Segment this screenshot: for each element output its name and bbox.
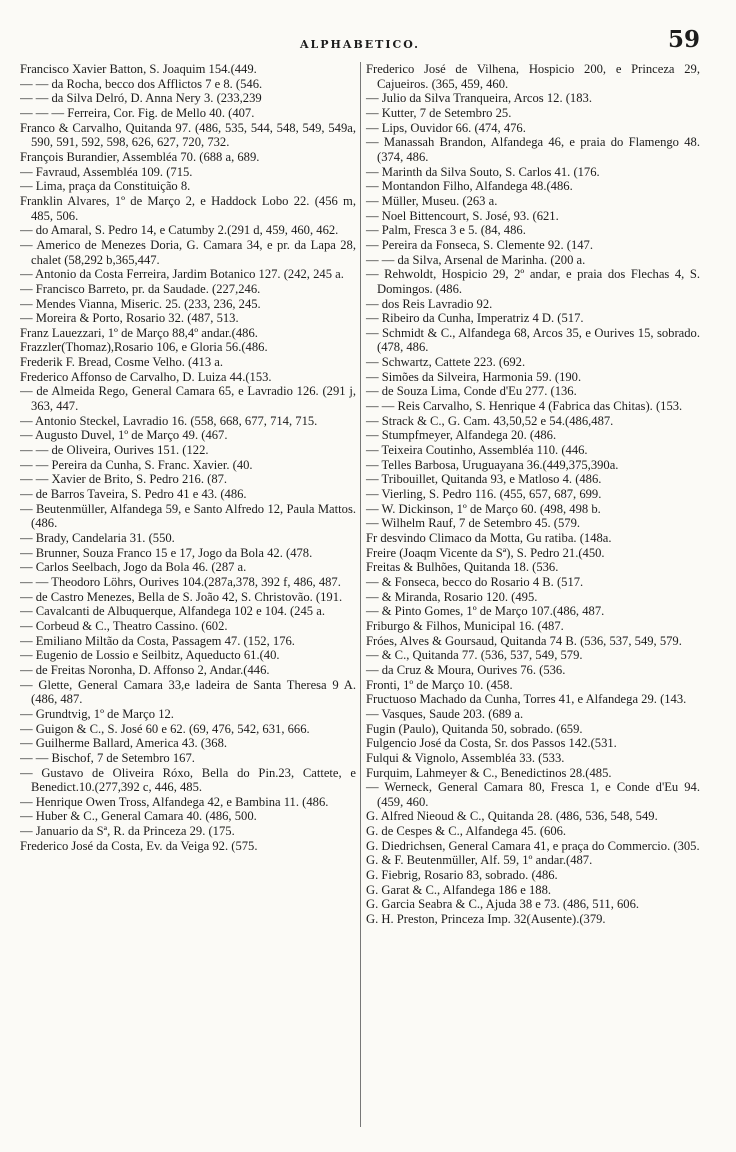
directory-entry: Frederico José de Vilhena, Hospicio 200, e Princeza 29, Cajueiros. (365, 459, 460. bbox=[366, 62, 700, 91]
directory-entry: Fugin (Paulo), Quitanda 50, sobrado. (659. bbox=[366, 721, 583, 736]
directory-entry: — Kutter, 7 de Setembro 25. bbox=[366, 105, 512, 120]
page-number: 59 bbox=[667, 26, 700, 53]
directory-entry: — Guigon & C., S. José 60 e 62. (69, 476, 542, 631, 666. bbox=[20, 721, 310, 736]
directory-entry: — Teixeira Coutinho, Assembléa 110. (446. bbox=[366, 443, 588, 458]
directory-entry: — — Theodoro Löhrs, Ourives 104.(287a,378, 392 f, 486, 487. bbox=[20, 574, 341, 589]
directory-entry: — Januario da Sª, R. da Princeza 29. (175. bbox=[20, 824, 235, 839]
directory-entry: — de Castro Menezes, Bella de S. João 42, S. Christovão. (191. bbox=[20, 589, 343, 604]
directory-entry: — de Freitas Noronha, D. Affonso 2, Andar.(446. bbox=[20, 662, 270, 677]
directory-entry: — dos Reis Lavradio 92. bbox=[366, 296, 493, 311]
directory-entry: Fr desvindo Climaco da Motta, Gu ratiba. (148a. bbox=[366, 531, 612, 545]
directory-entry: — Cavalcanti de Albuquerque, Alfandega 102 e 104. (245 a. bbox=[20, 604, 325, 619]
directory-entry: Francisco Xavier Batton, S. Joaquim 154.(449. bbox=[20, 62, 257, 76]
directory-entry: — Grundtvig, 1º de Março 12. bbox=[20, 706, 174, 721]
directory-entry: — — da Silva, Arsenal de Marinha. (200 a. bbox=[366, 252, 586, 267]
directory-entry: — — Reis Carvalho, S. Henrique 4 (Fabrica das Chitas). (153. bbox=[366, 399, 683, 414]
directory-entry: Furquim, Lahmeyer & C., Benedictinos 28.(485. bbox=[366, 765, 612, 780]
directory-entry: — Carlos Seelbach, Jogo da Bola 46. (287 a. bbox=[20, 560, 247, 575]
directory-entry: — — — Ferreira, Cor. Fig. de Mello 40. (407. bbox=[20, 105, 255, 120]
directory-entry: — Glette, General Camara 33,e ladeira de Santa Theresa 9 A. (486, 487. bbox=[20, 677, 356, 707]
directory-entry: — Werneck, General Camara 80, Fresca 1, e Conde d'Eu 94. (459, 460. bbox=[366, 780, 700, 809]
directory-entry: — Strack & C., G. Cam. 43,50,52 e 54.(486,487. bbox=[366, 413, 614, 428]
directory-entry: — de Souza Lima, Conde d'Eu 277. (136. bbox=[366, 384, 577, 399]
directory-entry: G. Diedrichsen, General Camara 41, e praça do Commercio. (305. bbox=[366, 838, 700, 853]
directory-entry: — — Pereira da Cunha, S. Franc. Xavier. (40. bbox=[20, 457, 253, 472]
directory-entry: — & C., Quitanda 77. (536, 537, 549, 579. bbox=[366, 648, 583, 663]
directory-entry: — Tribouillet, Quitanda 93, e Matloso 4. (486. bbox=[366, 472, 602, 487]
directory-entry: François Burandier, Assembléa 70. (688 a, 689. bbox=[20, 149, 260, 164]
directory-entry: — Schwartz, Cattete 223. (692. bbox=[366, 355, 526, 370]
directory-entry: Freitas & Bulhões, Quitanda 18. (536. bbox=[366, 560, 559, 575]
left-column bbox=[20, 62, 360, 1127]
directory-entry: Fróes, Alves & Goursaud, Quitanda 74 B. (536, 537, 549, 579. bbox=[366, 633, 682, 648]
directory-entry: — de Almeida Rego, General Camara 65, e Lavradio 126. (291 j, 363, 447. bbox=[20, 384, 356, 414]
directory-entry: — Manassah Brandon, Alfandega 46, e praia do Flamengo 48. (374, 486. bbox=[366, 135, 700, 164]
directory-entry: G. Garat & C., Alfandega 186 e 188. bbox=[366, 882, 552, 897]
directory-entry: — — da Rocha, becco dos Afflictos 7 e 8. (546. bbox=[20, 76, 263, 91]
directory-entry: G. Alfred Nieoud & C., Quitanda 28. (486, 536, 548, 549. bbox=[366, 809, 658, 824]
directory-entry: G. H. Preston, Princeza Imp. 32(Ausente).(379. bbox=[366, 912, 606, 927]
page-header bbox=[20, 26, 700, 58]
directory-entry: — Ribeiro da Cunha, Imperatriz 4 D. (517. bbox=[366, 311, 584, 326]
directory-entry: G. Garcia Seabra & C., Ajuda 38 e 73. (486, 511, 606. bbox=[366, 897, 640, 912]
directory-entry: Frederico Affonso de Carvalho, D. Luiza 44.(153. bbox=[20, 369, 272, 384]
directory-entry: — Antonio Steckel, Lavradio 16. (558, 668, 677, 714, 715. bbox=[20, 413, 318, 428]
directory-entry: — Simões da Silveira, Harmonia 59. (190. bbox=[366, 369, 582, 384]
directory-entry: — & Miranda, Rosario 120. (495. bbox=[366, 589, 538, 604]
directory-entry: Fulgencio José da Costa, Sr. dos Passos 142.(531. bbox=[366, 736, 617, 751]
directory-entry: — Henrique Owen Tross, Alfandega 42, e Bambina 11. (486. bbox=[20, 794, 329, 809]
directory-entry: — Telles Barbosa, Uruguayana 36.(449,375,390a. bbox=[366, 457, 619, 472]
directory-entry: — Guilherme Ballard, America 43. (368. bbox=[20, 736, 228, 751]
directory-entry: Franco & Carvalho, Quitanda 97. (486, 535, 544, 548, 549, 549a, 590, 591, 592, 598, 626, 627, 720, 732. bbox=[20, 120, 356, 150]
text-columns bbox=[20, 62, 700, 1127]
directory-entry: — — Xavier de Brito, S. Pedro 216. (87. bbox=[20, 472, 228, 487]
directory-entry: Frazzler(Thomaz),Rosario 106, e Gloria 56.(486. bbox=[20, 340, 268, 355]
directory-entry: — & Fonseca, becco do Rosario 4 B. (517. bbox=[366, 574, 584, 589]
directory-entry: — W. Dickinson, 1º de Março 60. (498, 498 b. bbox=[366, 501, 601, 516]
directory-entry: — Antonio da Costa Ferreira, Jardim Botanico 127. (242, 245 a. bbox=[20, 267, 344, 282]
directory-entry: — Vierling, S. Pedro 116. (455, 657, 687, 699. bbox=[366, 487, 602, 502]
directory-entry: — Moreira & Porto, Rosario 32. (487, 513. bbox=[20, 311, 239, 326]
directory-entry: Fructuoso Machado da Cunha, Torres 41, e Alfandega 29. (143. bbox=[366, 692, 687, 707]
directory-entry: — Huber & C., General Camara 40. (486, 500. bbox=[20, 809, 257, 824]
directory-entry: — Brady, Candelaria 31. (550. bbox=[20, 531, 175, 545]
directory-entry: — Beutenmüller, Alfandega 59, e Santo Alfredo 12, Paula Mattos. (486. bbox=[20, 501, 356, 531]
directory-entry: Friburgo & Filhos, Municipal 16. (487. bbox=[366, 618, 564, 633]
directory-entry: — Americo de Menezes Doria, G. Camara 34, e pr. da Lapa 28, chalet (58,292 b,365,447. bbox=[20, 237, 356, 267]
directory-entry: — Emiliano Miltão da Costa, Passagem 47. (152, 176. bbox=[20, 633, 295, 648]
directory-entry: — Augusto Duvel, 1º de Março 49. (467. bbox=[20, 428, 228, 443]
directory-entry: Frederik F. Bread, Cosme Velho. (413 a. bbox=[20, 355, 224, 370]
directory-entry: — Gustavo de Oliveira Róxo, Bella do Pin.23, Cattete, e Benedict.10.(277,392 c, 446, 485. bbox=[20, 765, 356, 795]
directory-entry: — Corbeud & C., Theatro Cassino. (602. bbox=[20, 618, 228, 633]
directory-entry: — Vasques, Saude 203. (689 a. bbox=[366, 706, 524, 721]
directory-entry: — Müller, Museu. (263 a. bbox=[366, 193, 498, 208]
directory-entry: — Schmidt & C., Alfandega 68, Arcos 35, e Ourives 15, sobrado. (478, 486. bbox=[366, 325, 700, 355]
directory-entry: — Favraud, Assembléa 109. (715. bbox=[20, 164, 193, 179]
directory-entry: — Pereira da Fonseca, S. Clemente 92. (147. bbox=[366, 237, 593, 252]
directory-entry: — — de Oliveira, Ourives 151. (122. bbox=[20, 443, 209, 458]
right-column bbox=[360, 62, 700, 1127]
directory-entry: G. & F. Beutenmüller, Alf. 59, 1º andar.(487. bbox=[366, 853, 593, 868]
directory-entry: — Marinth da Silva Souto, S. Carlos 41. (176. bbox=[366, 164, 600, 179]
directory-entry: — Mendes Vianna, Miseric. 25. (233, 236, 245. bbox=[20, 296, 261, 311]
directory-entry: — Rehwoldt, Hospicio 29, 2º andar, e praia dos Flechas 4, S. Domingos. (486. bbox=[366, 267, 700, 296]
directory-entry: Freire (Joaqm Vicente da Sª), S. Pedro 21.(450. bbox=[366, 545, 605, 560]
directory-entry: — & Pinto Gomes, 1º de Março 107.(486, 487. bbox=[366, 604, 605, 619]
directory-entry: — — da Silva Delró, D. Anna Nery 3. (233,239 bbox=[20, 91, 262, 106]
directory-entry: — Montandon Filho, Alfandega 48.(486. bbox=[366, 179, 573, 194]
directory-entry: Franz Lauezzari, 1º de Março 88,4º andar.(486. bbox=[20, 325, 258, 340]
directory-entry: Franklin Alvares, 1º de Março 2, e Haddock Lobo 22. (456 m, 485, 506. bbox=[20, 193, 356, 223]
directory-entry: — da Cruz & Moura, Ourives 76. (536. bbox=[366, 662, 566, 677]
directory-entry: — Eugenio de Lossio e Seilbitz, Aqueducto 61.(40. bbox=[20, 648, 280, 663]
directory-entry: — do Amaral, S. Pedro 14, e Catumby 2.(291 d, 459, 460, 462. bbox=[20, 223, 339, 238]
directory-entry: G. Fiebrig, Rosario 83, sobrado. (486. bbox=[366, 868, 558, 883]
directory-entry: — Wilhelm Rauf, 7 de Setembro 45. (579. bbox=[366, 516, 581, 531]
directory-entry: — Stumpfmeyer, Alfandega 20. (486. bbox=[366, 428, 557, 443]
directory-entry: — Lips, Ouvidor 66. (474, 476. bbox=[366, 120, 526, 135]
directory-entry: Frederico José da Costa, Ev. da Veiga 92. (575. bbox=[20, 838, 258, 853]
directory-entry: Fronti, 1º de Março 10. (458. bbox=[366, 677, 513, 692]
directory-entry: — — Bischof, 7 de Setembro 167. bbox=[20, 750, 195, 765]
directory-entry: — Palm, Fresca 3 e 5. (84, 486. bbox=[366, 223, 526, 238]
running-head: ALPHABETICO. bbox=[299, 38, 420, 51]
directory-entry: — Brunner, Souza Franco 15 e 17, Jogo da Bola 42. (478. bbox=[20, 545, 313, 560]
directory-entry: G. de Cespes & C., Alfandega 45. (606. bbox=[366, 824, 567, 839]
directory-entry: — Julio da Silva Tranqueira, Arcos 12. (183. bbox=[366, 91, 592, 106]
directory-entry: — Lima, praça da Constituição 8. bbox=[20, 179, 191, 194]
directory-entry: Fulqui & Vignolo, Assembléa 33. (533. bbox=[366, 750, 565, 765]
directory-entry: — Noel Bittencourt, S. José, 93. (621. bbox=[366, 208, 559, 223]
directory-entry: — Francisco Barreto, pr. da Saudade. (227,246. bbox=[20, 281, 261, 296]
directory-entry: — de Barros Taveira, S. Pedro 41 e 43. (486. bbox=[20, 487, 247, 502]
